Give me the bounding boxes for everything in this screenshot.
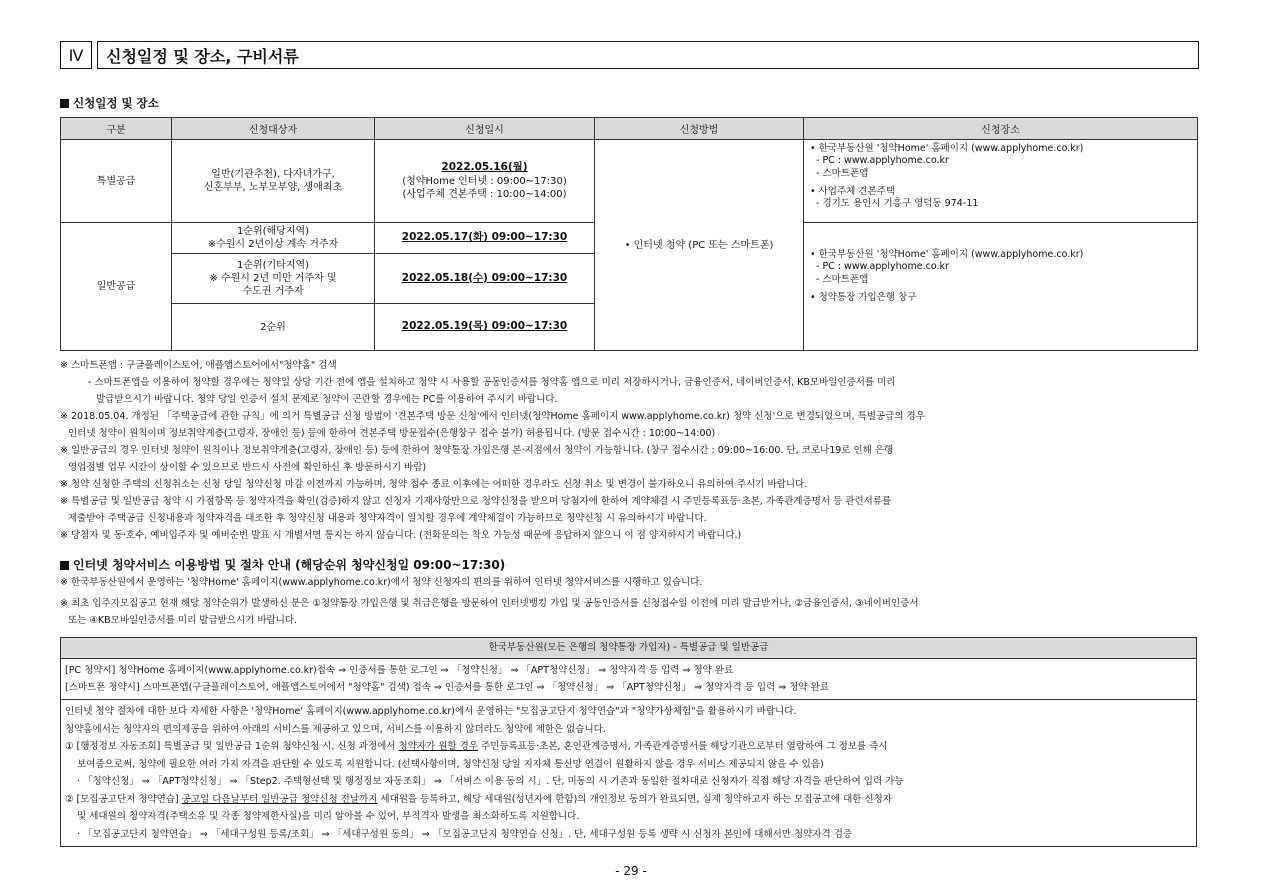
note-line: ※ 스마트폰앱 : 구글플레이스토어, 애플앱스토어에서"청약홈" 검색 (60, 360, 337, 371)
date-rank1-other: 2022.05.18(수) 09:00~17:30 (375, 254, 595, 304)
header-place: 신청장소 (804, 118, 1198, 140)
target-rank2: 2순위 (172, 304, 375, 351)
section-header (60, 41, 1199, 69)
square-bullet-icon (60, 99, 69, 108)
header-category: 구분 (61, 118, 172, 140)
apply-method: • 인터넷 청약 (PC 또는 스마트폰) (595, 140, 804, 351)
procedure-details: 인터넷 청약 절차에 대한 보다 자세한 사항은 '청약Home' 홈페이지(www.applyhome.co.kr)에서 운영하는 "모집공고단지 청약연습"과 "청약가상체험"을 활용하시기 바랍니다. 청약홈에서는 청약자의 편의제공을 위하여 아래의 서비스를 제공하고 있으며, 서비스를 이용하지 않더라도 청약에 제한은 없습니다. ① [행정정보 자동조회] 특별공급 및 일반공급 1순위 청약신청 시, 신청 과정에서 청약자가 원할 경우 주민등록표등·초본, 혼인관계증명서, 가족관계증명서를 해당기관으로부터 열람하여 그 정보를 즉시 보여줌으로써, 청약에 필요한 여러 가지 자격을 판단할 수 있도록 지원합니다. (선택사항이며, 청약신청 당일 지자체 통신망 연결이 원활하지 않을 경우 서비스 제공되지 않을 수 있음) · 「청약신청」 ⇒ 「APT청약신청」 ⇒ 「Step2. 주택형선택 및 행정정보 자동조회」 ⇒ 「서비스 이용 동의 시」. 단, 미동의 시 기존과 동일한 절차대로 신청자가 직접 해당 자격을 판단하여 입력 가능 ② [모집공고단지 청약연습] 공고일 다음날부터 일반공급 청약신청 전날까지 세대원을 등록하고, 해당 세대원(성년자에 한함)의 개인정보 동의가 완료되면, 실제 청약하고자 하는 모집공고에 대한 신청자 및 세대원의 청약자격(주택소유 및 각종 청약제한사실)을 미리 알아볼 수 있어, 부적격자 발생을 최소화하도록 지원합니다. · 「모집공고단지 청약연습」 ⇒ 「세대구성원 등록/조회」 ⇒ 「세대구성원 동의」 ⇒ 「모집공고단지 청약연습 신청」. 단, 세대구성원 등록 생략 시 신청자 본인에 대해서만 청약자격 검증 (65, 706, 904, 840)
internet-note: ※ 최초 입주자모집공고 현재 해당 청약순위가 발생하신 분은 ①청약통장 가입은행 및 취급은행을 방문하여 인터넷뱅킹 가입 및 공동인증서를 신청접수일 이전에 미리 발급받거나, ②금융인증서, ③네이버인증서 (60, 598, 919, 609)
note-line: - 스마트폰앱을 이용하여 청약할 경우에는 청약일 상당 기간 전에 앱을 설치하고 청약 시 사용할 공동인증서를 청약홈 앱으로 미리 저장하시거나, 금융인증서, 네이버인증서, KB모바일인증서를 미리 (88, 377, 896, 388)
internet-heading: 인터넷 청약서비스 이용방법 및 절차 안내 (해당순위 청약신청일 09:00~17:30) (60, 556, 505, 573)
schedule-table (60, 117, 1198, 351)
note-line: ※ 당첨자 및 동·호수, 예비입주자 및 예비순번 발표 시 개별서면 통지는 하지 않습니다. (전화문의는 착오 가능성 때문에 응답하지 않으니 이 점 양지하시기 바랍니다.) (60, 530, 742, 541)
place-special: • 한국부동산원 '청약Home' 홈페이지 (www.applyhome.co.kr) - PC : www.applyhome.co.kr - 스마트폰앱 • 사업주체 견본주택 - 경기도 용인시 기흥구 영덕동 974-11 (804, 140, 1198, 223)
mobile-procedure: [스마트폰 청약시] 스마트폰앱(구글플레이스토어, 애플앱스토어에서 "청약홈" 검색) 접속 ⇒ 인증서를 통한 로그인 ⇒ 「청약신청」 ⇒ 「APT청약신청」 ⇒ 청약자격 등 입력 ⇒ 청약 완료 (65, 682, 829, 693)
target-rank1-other: 1순위(기타지역) ※ 수원시 2년 미만 거주자 및 수도권 거주자 (172, 254, 375, 304)
note-line: ※ 청약 신청한 주택의 신청취소는 신청 당일 청약신청 마감 이전까지 가능하며, 청약 접수 종료 이후에는 어떠한 경우라도 신청 취소 및 변경이 불가하오니 유의하여 주시기 바랍니다. (60, 479, 808, 490)
date-rank2: 2022.05.19(목) 09:00~17:30 (375, 304, 595, 351)
page-number: - 29 - (615, 864, 647, 878)
table-header-row (61, 118, 1198, 140)
note-line: ※ 2018.05.04. 개정된 「주택공급에 관한 규칙」에 의거 특별공급 신청 방법이 '견본주택 방문 신청'에서 인터넷(청약Home 홈페이지 www.applyhome.co.kr) 청약 신청'으로 변경되었으며, 특별공급의 경우 (60, 411, 925, 422)
procedure-steps (61, 659, 1196, 700)
internet-note: ※ 한국부동산원에서 운영하는 '청약Home' 홈페이지(www.applyhome.co.kr)에서 청약 신청자의 편의를 위하여 인터넷 청약서비스를 시행하고 있습니다. (60, 577, 703, 588)
table-row (61, 140, 1198, 223)
note-line: 인터넷 청약이 원칙이며 정보취약계층(고령자, 장애인 등) 등에 한하여 견본주택 방문접수(은행창구 접수 불가) 허용됩니다. (방문 접수시간 : 10:00~14:00) (68, 428, 716, 439)
note-line: 제출받아 주택공급 신청내용과 청약자격을 대조한 후 청약신청 내용과 청약자격이 일치할 경우에 계약체결이 가능하므로 청약신청 시 유의하시기 바랍니다. (68, 513, 707, 524)
header-datetime: 신청일시 (375, 118, 595, 140)
category-special: 특별공급 (61, 140, 172, 223)
pc-procedure: [PC 청약시] 청약Home 홈페이지(www.applyhome.co.kr)접속 ⇒ 인증서를 통한 로그인 ⇒ 「청약신청」 ⇒ 「APT청약신청」 ⇒ 청약자격 등 입력 ⇒ 청약 완료 (65, 665, 734, 676)
date-special: 2022.05.16(월) (청약Home 인터넷 : 09:00~17:30) (사업주체 견본주택 : 10:00~14:00) (375, 140, 595, 223)
notes (60, 357, 1200, 544)
category-general: 일반공급 (61, 223, 172, 351)
schedule-heading: 신청일정 및 장소 (60, 95, 159, 111)
procedure-box (60, 637, 1197, 847)
note-line: 영업점별 업무 시간이 상이할 수 있으므로 반드시 사전에 확인하신 후 방문하시기 바람) (68, 462, 427, 473)
target-special: 일반(기관추천), 다자녀가구, 신혼부부, 노부모부양, 생애최초 (172, 140, 375, 223)
internet-note: 또는 ④KB모바일인증서를 미리 발급받으시기 바랍니다. (68, 615, 298, 626)
procedure-box-header: 한국부동산원(모든 은행의 청약통장 가입자) - 특별공급 및 일반공급 (61, 638, 1196, 659)
note-line: 발급받으시기 바랍니다. 청약 당일 인증서 설치 문제로 청약이 곤란할 경우에는 PC를 이용하여 주시기 바랍니다. (96, 394, 558, 405)
section-number: Ⅳ (60, 41, 92, 69)
note-line: ※ 일반공급의 경우 인터넷 청약이 원칙이나 정보취약계층(고령자, 장애인 등) 등에 한하여 청약통장 가입은행 본·지점에서 청약이 가능합니다. (창구 접수시간 : 09:00~16:00. 단, 코로나19로 인해 은행 (60, 445, 894, 456)
header-method: 신청방법 (595, 118, 804, 140)
note-line: ※ 특별공급 및 일반공급 청약 시 가점항목 등 청약자격을 확인(검증)하지 않고 신청자 기재사항만으로 청약신청을 받으며 당첨자에 한하여 계약체결 시 주민등록표등·초본, 가족관계증명서 등 관련서류를 (60, 496, 892, 507)
date-rank1-local: 2022.05.17(화) 09:00~17:30 (375, 223, 595, 254)
place-general: • 한국부동산원 '청약Home' 홈페이지 (www.applyhome.co.kr) - PC : www.applyhome.co.kr - 스마트폰앱 • 청약통장 가입은행 창구 (804, 223, 1198, 351)
section-title: 신청일정 및 장소, 구비서류 (97, 41, 1199, 69)
square-bullet-icon (60, 561, 69, 570)
header-target: 신청대상자 (172, 118, 375, 140)
target-rank1-local: 1순위(해당지역) ※수원시 2년이상 계속 거주자 (172, 223, 375, 254)
